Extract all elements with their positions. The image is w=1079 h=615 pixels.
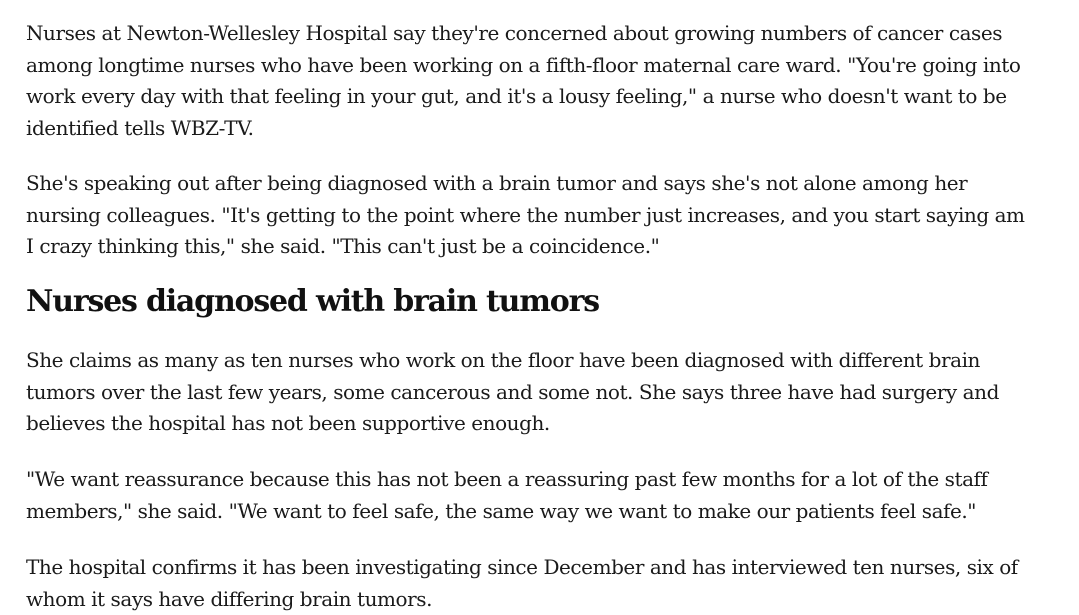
article-paragraph-1: Nurses at Newton-Wellesley Hospital say they're concerned about growing numbers of cancer cases among longtime nurses who have been working on a fifth-floor maternal care ward. "You're going into work every day with that feeling in your gut, and it's a lousy feeling," a nurse who doesn't want to be identified tells WBZ-TV.	[26, 21, 1021, 140]
article-paragraph-2: She's speaking out after being diagnosed with a brain tumor and says she's not alone among her nursing colleagues. "It's getting to the point where the number just increases, and you start saying am I crazy thinking this," she said. "This can't just be a coincidence."	[26, 171, 1025, 258]
article-paragraph-4: "We want reassurance because this has not been a reassuring past few months for a lot of the staff members," she said. "We want to feel safe, the same way we want to make our patients feel safe."	[26, 467, 988, 523]
section-heading: Nurses diagnosed with brain tumors	[26, 284, 599, 319]
article-paragraph-3: She claims as many as ten nurses who work on the floor have been diagnosed with different brain tumors over the last few years, some cancerous and some not. She says three have had surgery and believes the hospital has not been supportive enough.	[26, 348, 999, 435]
article-paragraph-5: The hospital confirms it has been investigating since December and has interviewed ten nurses, six of whom it says have differing brain tumors.	[26, 555, 1018, 611]
